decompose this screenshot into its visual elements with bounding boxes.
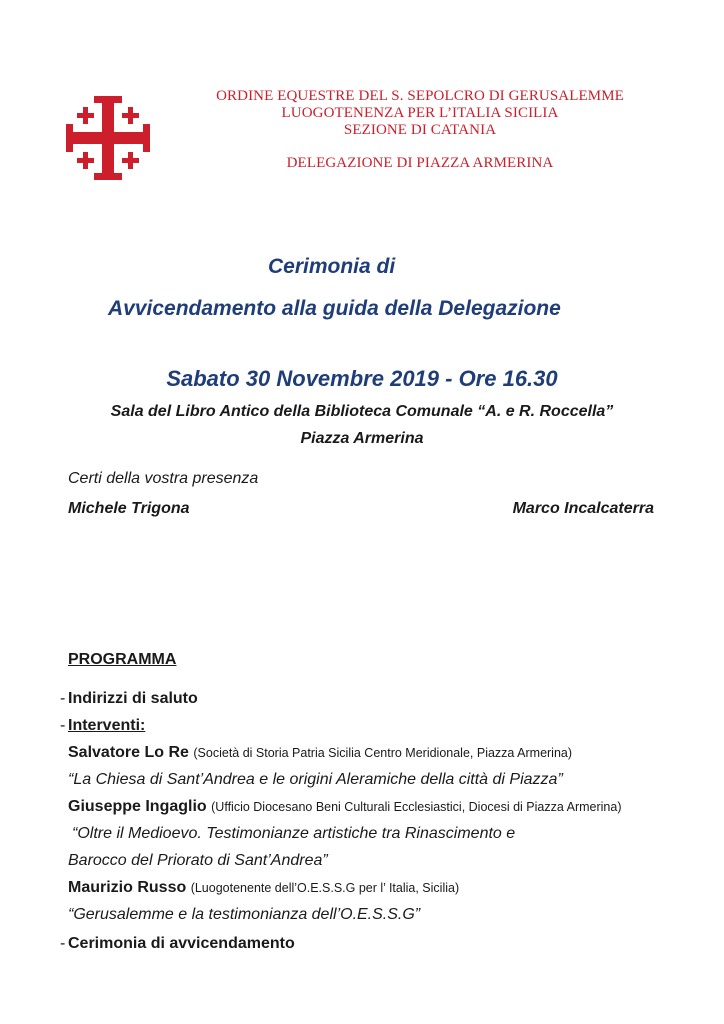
speaker-row [68, 798, 621, 816]
talk-title: “Gerusalemme e la testimonianza dell’O.E.S.S.G” [68, 906, 421, 923]
speaker-row [68, 879, 459, 897]
program-item-ceremony: Cerimonia di avvicendamento [68, 935, 295, 952]
speaker-affiliation: (Società di Storia Patria Sicilia Centro Meridionale, Piazza Armerina) [193, 746, 573, 760]
signer-left: Michele Trigona [68, 500, 190, 517]
signer-right: Marco Incalcaterra [512, 500, 654, 517]
speaker-row [68, 744, 572, 762]
program-item: - Indirizzi di saluto [60, 690, 198, 707]
program-item-talks: Interventi: [68, 717, 146, 734]
program-item: - Cerimonia di avvicendamento [60, 935, 295, 952]
talk-title-line1: “Oltre il Medioevo. Testimonianze artistiche tra Rinascimento e [72, 825, 516, 842]
venue-line2: Piazza Armerina [300, 430, 424, 447]
talk-title-line2: Barocco del Priorato di Sant’Andrea” [68, 852, 328, 869]
speaker-affiliation: (Luogotenente dell’O.E.S.S.G per l’ Italia, Sicilia) [190, 881, 460, 895]
program-item: - Interventi: [60, 717, 146, 734]
programma-heading: PROGRAMMA [68, 651, 177, 668]
order-name: ORDINE EQUESTRE DEL S. SEPOLCRO DI GERUSALEMME [216, 88, 624, 104]
jerusalem-cross-icon [66, 96, 150, 180]
speaker-name: Giuseppe Ingaglio [68, 798, 207, 815]
event-title-line2: Avvicendamento alla guida della Delegazione [108, 297, 561, 320]
delegation-name: DELEGAZIONE DI PIAZZA ARMERINA [286, 155, 554, 171]
invitation-text: Certi della vostra presenza [68, 470, 259, 487]
speaker-affiliation: (Ufficio Diocesano Beni Culturali Ecclesiastici, Diocesi di Piazza Armerina) [211, 800, 622, 814]
talk-title: “La Chiesa di Sant’Andrea e le origini Aleramiche della città di Piazza” [68, 771, 563, 788]
lieutenancy-name: LUOGOTENENZA PER L’ITALIA SICILIA [281, 105, 559, 121]
venue-line1: Sala del Libro Antico della Biblioteca Comunale “A. e R. Roccella” [110, 403, 614, 420]
speaker-name: Salvatore Lo Re [68, 744, 189, 761]
speaker-name: Maurizio Russo [68, 879, 187, 896]
event-title-line1: Cerimonia di [268, 255, 396, 278]
program-item-greetings: Indirizzi di saluto [68, 690, 198, 707]
event-date: Sabato 30 Novembre 2019 - Ore 16.30 [166, 366, 558, 391]
section-name: SEZIONE DI CATANIA [343, 122, 497, 138]
